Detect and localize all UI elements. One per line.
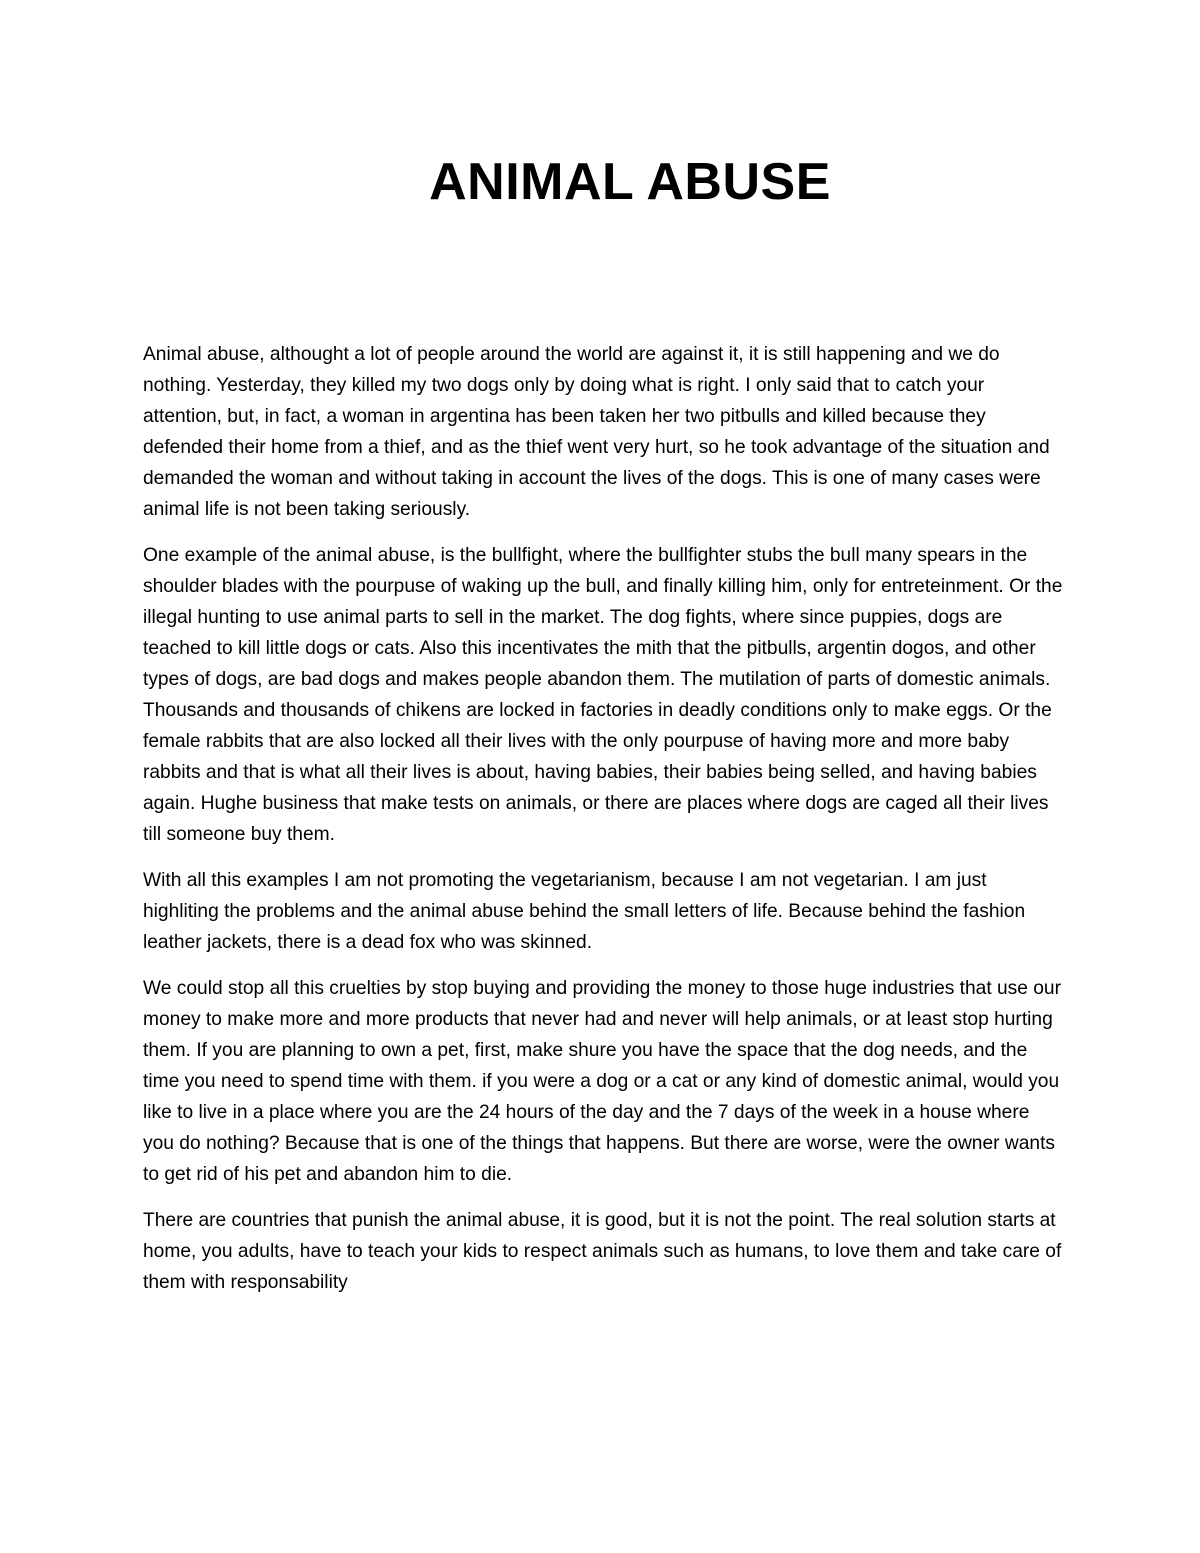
paragraph-4: We could stop all this cruelties by stop buying and providing the money to those huge industries that use our money to make more and more products that never had and never will help animals, or at least stop hurting them. If you are planning to own a pet, first, make shure you have the space that the dog needs, and the time you need to spend time with them. if you were a dog or a cat or any kind of domestic animal, would you like to live in a place where you are the 24 hours of the day and the 7 days of the week in a house where you do nothing? Because that is one of the things that happens. But there are worse, were the owner wants to get rid of his pet and abandon him to die. — [143, 978, 1061, 1185]
paragraph-2: One example of the animal abuse, is the bullfight, where the bullfighter stubs the bull many spears in the shoulder blades with the pourpuse of waking up the bull, and finally killing him, only for entreteinment. Or the illegal hunting to use animal parts to sell in the market. The dog fights, where since puppies, dogs are teached to kill little dogs or cats. Also this incentivates the mith that the pitbulls, argentin dogos, and other types of dogs, are bad dogs and makes people abandon them. The mutilation of parts of domestic animals. Thousands and thousands of chikens are locked in factories in deadly conditions only to make eggs. Or the female rabbits that are also locked all their lives with the only pourpuse of having more and more baby rabbits and that is what all their lives is about, having babies, their babies being selled, and having babies again. Hughe business that make tests on animals, or there are places where dogs are caged all their lives till someone buy them. — [143, 545, 1063, 845]
paragraph-1: Animal abuse, althought a lot of people around the world are against it, it is still happening and we do nothing. Yesterday, they killed my two dogs only by doing what is right. I only said that to catch your attention, but, in fact, a woman in argentina has been taken her two pitbulls and killed because they defended their home from a thief, and as the thief went very hurt, so he took advantage of the situation and demanded the woman and without taking in account the lives of the dogs. This is one of many cases were animal life is not been taking seriously. — [143, 344, 1050, 520]
document-body — [143, 339, 1063, 1313]
document-title: ANIMAL ABUSE — [429, 153, 831, 211]
paragraph-3: With all this examples I am not promoting the vegetarianism, because I am not vegetarian. I am just highliting the problems and the animal abuse behind the small letters of life. Because behind the fashion leather jackets, there is a dead fox who was skinned. — [143, 870, 1026, 953]
paragraph-5: There are countries that punish the animal abuse, it is good, but it is not the point. The real solution starts at home, you adults, have to teach your kids to respect animals such as humans, to love them and take care of them with responsability — [143, 1210, 1062, 1293]
